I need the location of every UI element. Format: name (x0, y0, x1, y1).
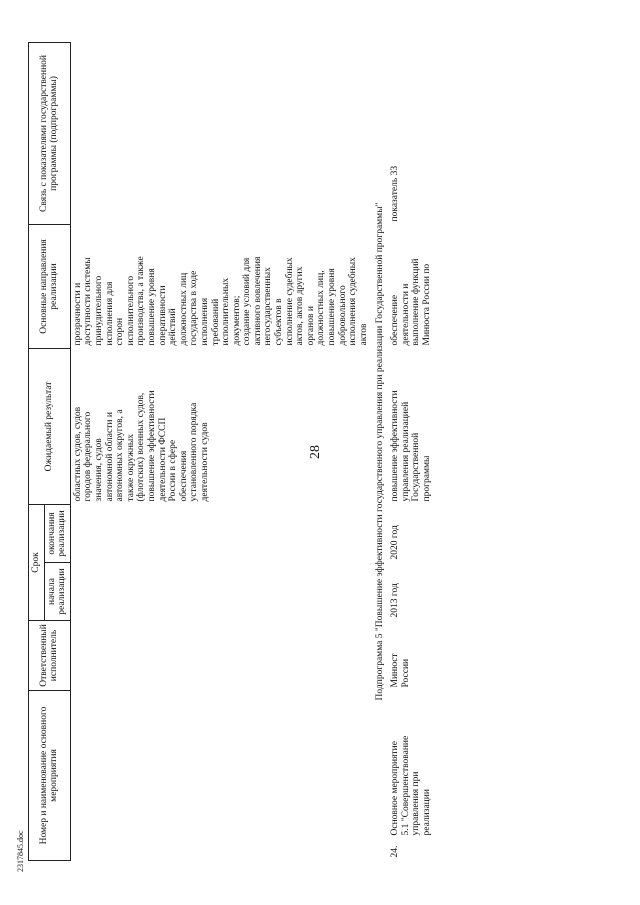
header-executor: Ответственный исполнитель (29, 621, 71, 691)
expected-result: повышение эффективности управления реализацией Государственной программы (390, 390, 432, 502)
header-indicator-link: Связь с показателями государственной программы (подпрограммы) (29, 42, 71, 224)
header-term: Срок (29, 504, 45, 620)
header-measure: Номер и наименование основного мероприятия (29, 691, 71, 861)
start-year: 2013 год (390, 583, 400, 618)
footer-filename: 2317845.doc (16, 830, 25, 872)
table-row-continuation (70, 42, 371, 860)
end-year: 2020 год (390, 525, 400, 560)
measure-name: Основное мероприятие 5.1 "Совершенствование управления при реализации (390, 735, 432, 836)
header-start: начала реализации (44, 563, 70, 621)
subprogram-title: Подпрограмма 5 "Повышение эффективности государственного управления при реализации Государственной программы" (375, 202, 386, 701)
measures-table (28, 42, 434, 861)
subprogram-row (371, 42, 388, 860)
continuation-result: областных судов, судов городов федерального значения, судов автономной области и автономных округов, а также окружных (флотских) военных судов, повышение эффективности деятельности ФССП России в сфере обеспечения установленного порядка деятельности судов (72, 390, 210, 502)
executor: Минюст России (390, 653, 411, 688)
indicator-link: показатель 33 (390, 165, 400, 222)
header-expected-result: Ожидаемый результат (29, 348, 71, 504)
main-directions: обеспечение деятельности и выполнение функций Минюста России по (390, 258, 432, 346)
continuation-directions: прозрачности и доступности системы принудительного исполнения для сторон исполнительного производства, а также повышение уровня оперативности действий должностных лиц государства в ходе исполнения требований исполнительных документов; создание условий для активного вовлечения негосударственных субъектов в исполнение судебных актов, актов других органов и должностных лиц, повышение уровня добровольного исполнения судебных актов (72, 256, 369, 346)
rotated-table-container (28, 43, 622, 861)
header-main-directions: Основные направления реализации (29, 224, 71, 348)
page-number: 28 (308, 445, 323, 459)
table-row-24 (388, 42, 434, 860)
row-number: 24. (390, 845, 400, 858)
header-end: окончания реализации (44, 504, 70, 562)
